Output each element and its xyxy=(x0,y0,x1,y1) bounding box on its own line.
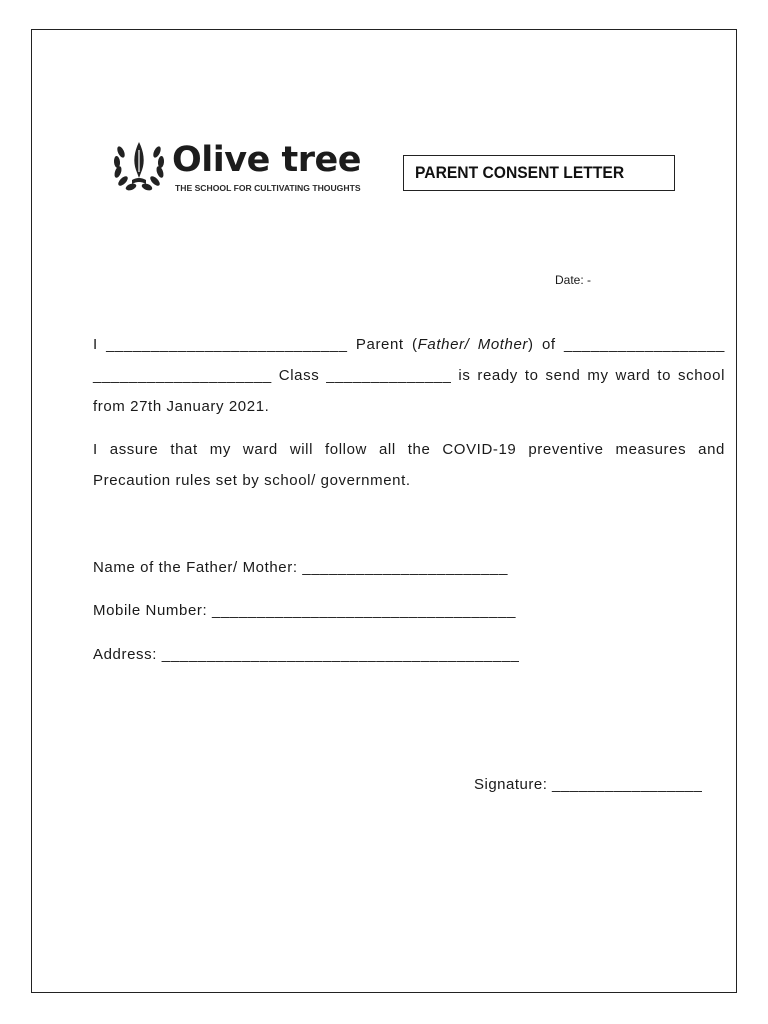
school-name: Olive tree xyxy=(172,140,361,180)
address-field: Address: ________________________________________ xyxy=(93,646,520,663)
paragraph-line xyxy=(93,329,725,360)
paragraph-line: I assure that my ward will follow all the COVID-19 preventive measures and xyxy=(93,441,725,458)
letter-title: PARENT CONSENT LETTER xyxy=(415,163,625,182)
paragraph-italic-text: Father/ Mother xyxy=(417,336,529,353)
assurance-paragraph xyxy=(93,434,725,496)
date-label: Date: - xyxy=(555,273,592,287)
school-tagline: THE SCHOOL FOR CULTIVATING THOUGHTS xyxy=(175,183,361,193)
parent-name-field: Name of the Father/ Mother: _______________________ xyxy=(93,559,509,576)
paragraph-text: I ___________________________ Parent ( xyxy=(93,336,418,353)
olive-wreath-icon xyxy=(112,138,166,194)
paragraph-line: ____________________ Class ______________ is ready to send my ward to school xyxy=(93,367,725,384)
title-box xyxy=(403,155,675,191)
mobile-number-field: Mobile Number: __________________________________ xyxy=(93,602,517,619)
paragraph-line: Precaution rules set by school/ government. xyxy=(93,472,411,489)
paragraph-line: from 27th January 2021. xyxy=(93,398,270,415)
signature-field: Signature: _________________ xyxy=(474,776,703,793)
school-logo xyxy=(112,138,382,198)
consent-paragraph xyxy=(93,329,725,422)
paragraph-text: ) of __________________ xyxy=(528,336,725,353)
